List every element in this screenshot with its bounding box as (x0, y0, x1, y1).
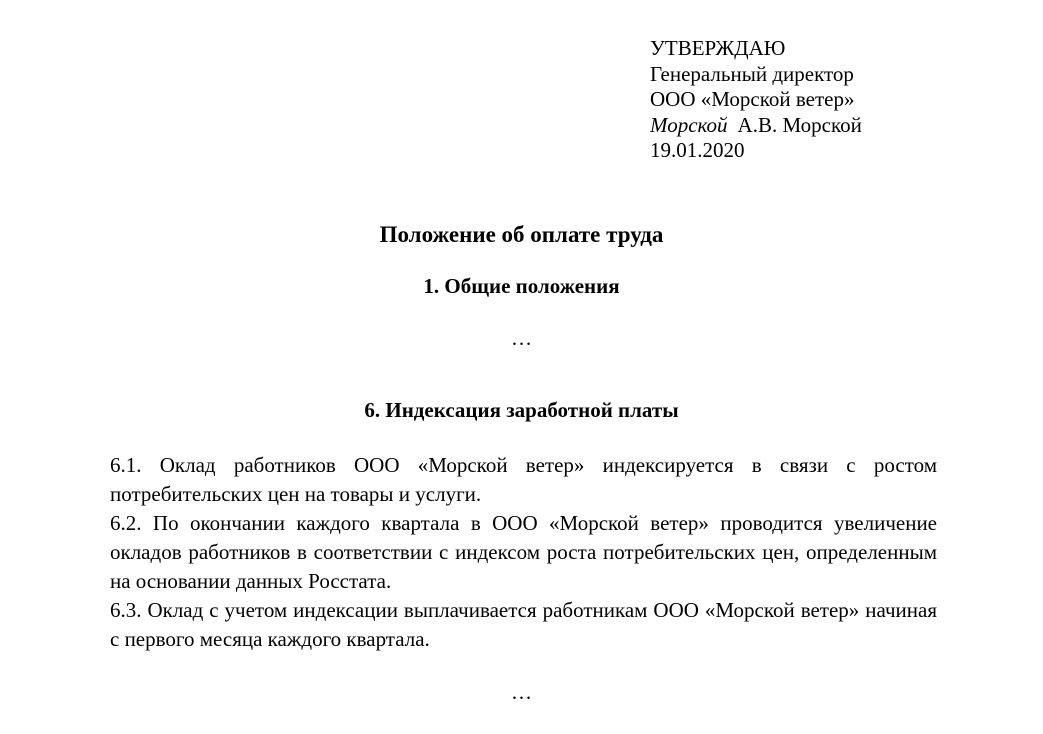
handwritten-signature: Морской (650, 112, 728, 137)
section-6-body (110, 451, 937, 654)
section-6-heading: 6. Индексация заработной платы (364, 398, 679, 422)
approval-block (650, 36, 862, 164)
omission-ellipsis-top: … (511, 326, 532, 350)
document-title: Положение об оплате труда (379, 222, 664, 247)
omission-ellipsis-bottom: … (511, 680, 532, 704)
approval-company: ООО «Морской ветер» (650, 87, 855, 111)
signer-name: А.В. Морской (737, 112, 862, 137)
approval-signature-line (650, 113, 862, 139)
paragraph-6-2: 6.2. По окончании каждого квартала в ООО «Морской ветер» проводится увеличение окладов работников в соответствии с индексом роста потребительских цен, определенным на основании данных Росстата. (110, 511, 937, 593)
approval-date: 19.01.2020 (650, 138, 745, 162)
approval-position: Генеральный директор (650, 61, 854, 86)
approval-heading: УТВЕРЖДАЮ (650, 36, 786, 60)
paragraph-6-1: 6.1. Оклад работников ООО «Морской ветер» индексируется в связи с ростом потребительских цен на товары и услуги. (110, 453, 937, 506)
section-1-heading: 1. Общие положения (423, 274, 620, 298)
paragraph-6-3: 6.3. Оклад с учетом индексации выплачивается работникам ООО «Морской ветер» начиная с первого месяца каждого квартала. (110, 598, 937, 651)
